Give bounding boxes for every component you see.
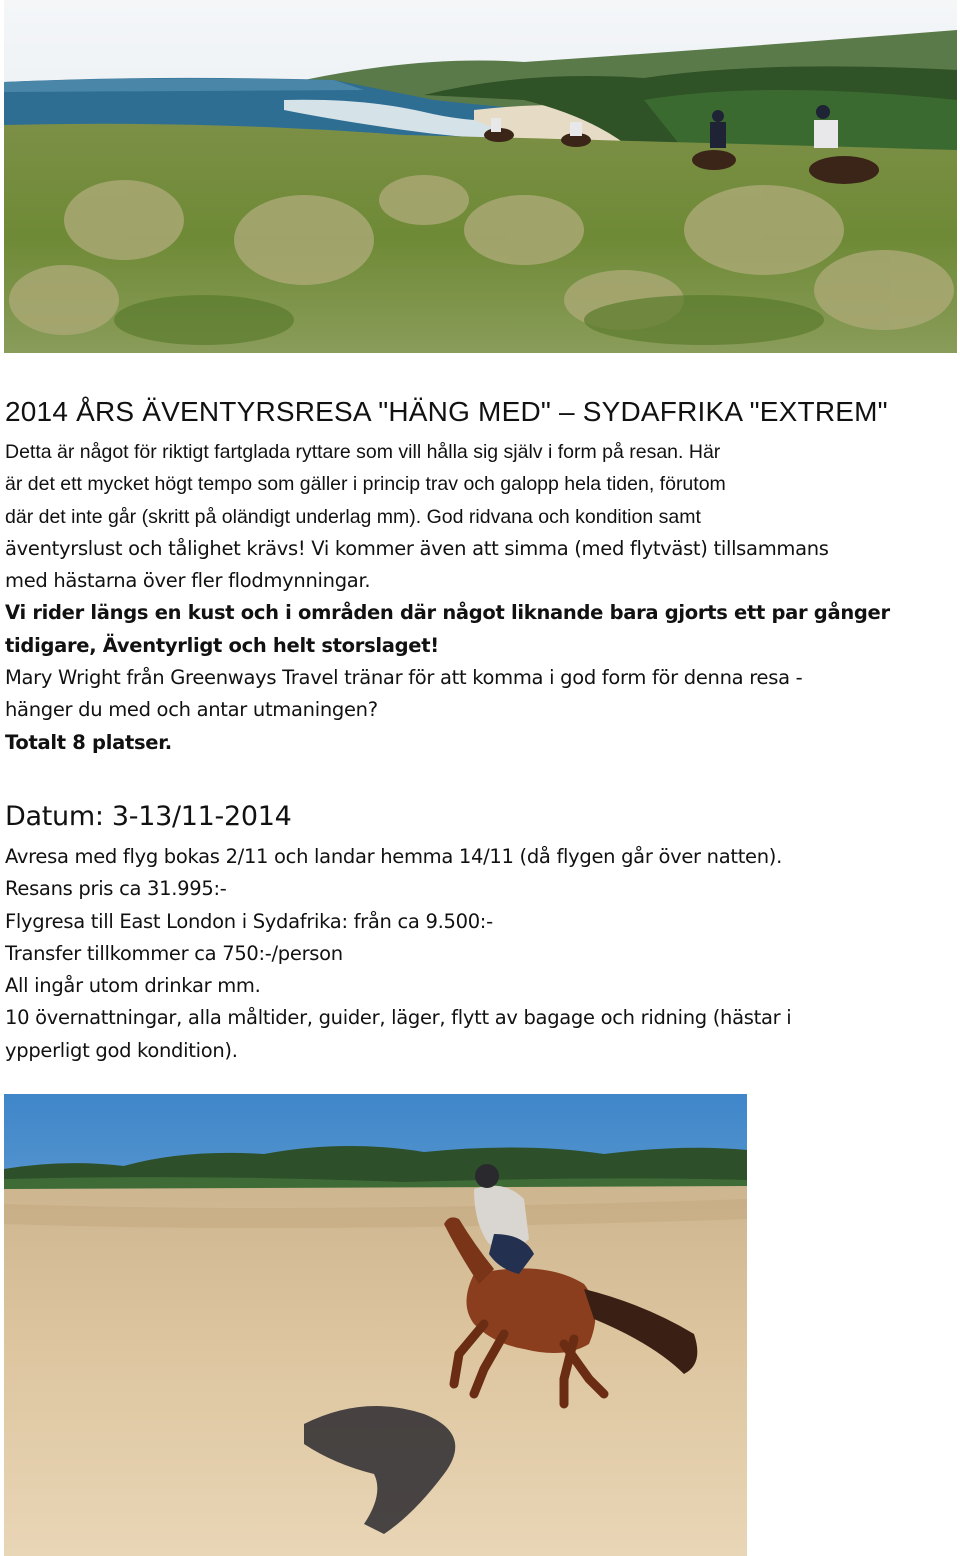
intro-bold-line: Vi rider längs en kust och i områden där något liknande bara gjorts ett par gånger (5, 601, 890, 625)
intro-paragraph (5, 436, 955, 759)
detail-line: ypperligt god kondition). (5, 1038, 238, 1062)
page-title: 2014 ÅRS ÄVENTYRSRESA "HÄNG MED" – SYDAFRIKA "EXTREM" (5, 396, 888, 427)
total-seats: Totalt 8 platser. (5, 730, 172, 754)
intro-line: Detta är något för riktigt fartglada ryttare som vill hålla sig själv i form på resan. Här (5, 441, 721, 463)
detail-line: Resans pris ca 31.995:- (5, 877, 227, 901)
riders-on-grassy-coast-photo (4, 0, 957, 353)
detail-line: Flygresa till East London i Sydafrika: från ca 9.500:- (5, 909, 493, 933)
trip-details (5, 841, 955, 1067)
intro-line: äventyrslust och tålighet krävs! Vi kommer även att simma (med flytväst) tillsammans (5, 536, 829, 560)
mary-line: Mary Wright från Greenways Travel tränar för att komma i god form för denna resa - (5, 666, 803, 690)
galloping-horse-on-beach-photo (4, 1094, 747, 1556)
detail-line: Avresa med flyg bokas 2/11 och landar hemma 14/11 (då flygen går över natten). (5, 845, 782, 868)
intro-line: med hästarna över fler flodmynningar. (5, 569, 371, 593)
detail-line: All ingår utom drinkar mm. (5, 974, 261, 998)
mary-line: hänger du med och antar utmaningen? (5, 698, 378, 722)
intro-line: där det inte går (skritt på oländigt underlag mm). God ridvana och kondition samt (5, 505, 701, 528)
intro-line: är det ett mycket högt tempo som gäller i princip trav och galopp hela tiden, förutom (5, 473, 726, 496)
intro-bold-line: tidigare, Äventyrligt och helt storslaget! (5, 633, 439, 657)
datum-heading: Datum: 3-13/11-2014 (5, 801, 292, 832)
detail-line: 10 övernattningar, alla måltider, guider, läger, flytt av bagage och ridning (hästar i (5, 1006, 792, 1030)
detail-line: Transfer tillkommer ca 750:-/person (5, 941, 343, 965)
